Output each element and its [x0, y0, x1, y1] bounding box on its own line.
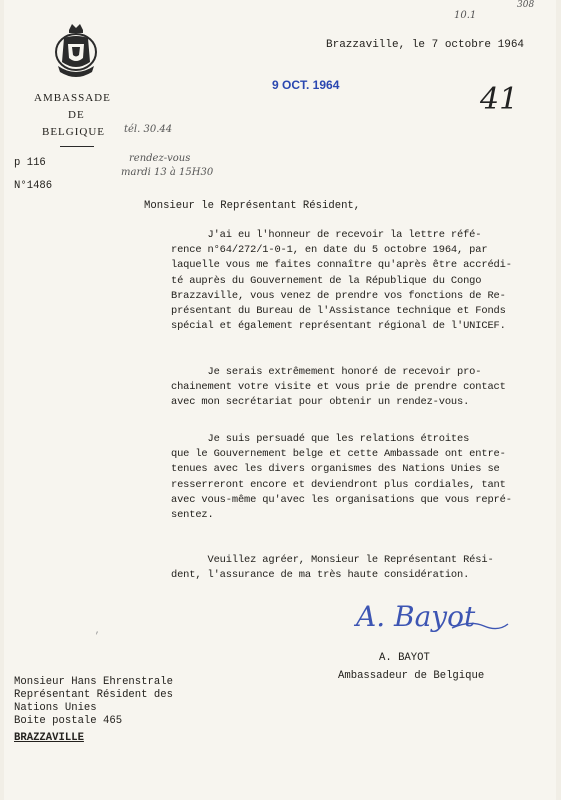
signature-flourish [450, 618, 510, 634]
paper-mark: ’ [94, 632, 101, 643]
letter-paragraph-3: Je suis persuadé que les relations étroites que le Gouvernement belge et cette Ambassade ont entre- tenues avec les divers organismes des Nations Unies se resserreront encore et deviendront plus cordiales, tant avec vous-même qu'avec les organisations que vous repré- sentez. [171, 433, 512, 522]
letter-paragraph-1: J'ai eu l'honneur de recevoir la lettre réfé- rence n°64/272/1-0-1, en date du 5 octobre 1964, par laquelle vous me faites connaître qu'après être accrédi- té auprès du Gouvernement de la République du Congo Brazzaville, vous venez de prendre vos fonctions de Re- présentant du Bureau de l'Assistance technique et Fonds spécial et également représentant régional de l'UNICEF. [171, 229, 512, 333]
handwritten-file-number: 41 [480, 82, 519, 117]
embassy-divider [60, 146, 94, 147]
received-date-stamp: 9 OCT. 1964 [272, 78, 340, 92]
salutation: Monsieur le Représentant Résident, [144, 200, 361, 212]
coat-of-arms-emblem [52, 22, 100, 84]
embassy-name-line2: DE [68, 109, 85, 121]
addressee-city: BRAZZAVILLE [14, 732, 84, 744]
letter-paragraph-4: Veuillez agréer, Monsieur le Représentant Rési- dent, l'assurance de ma très haute considération. [171, 554, 494, 582]
document-number: N°1486 [14, 180, 53, 192]
embassy-name-line1: AMBASSADE [34, 92, 111, 104]
page-reference: p 116 [14, 157, 46, 169]
letter-page [4, 0, 556, 800]
handwritten-phone-note: tél. 30.44 [124, 124, 173, 135]
embassy-name-line3: BELGIQUE [42, 126, 105, 138]
place-and-date: Brazzaville, le 7 octobre 1964 [326, 39, 525, 51]
handwritten-appointment-note-line2: mardi 13 à 15H30 [121, 167, 214, 178]
reference-annotation-corner: 308 [517, 0, 535, 10]
addressee-line-2: Représentant Résident des [14, 689, 173, 701]
handwritten-appointment-note-line1: rendez-vous [129, 153, 191, 164]
reference-annotation: 10.1 [454, 10, 477, 21]
addressee-line-3: Nations Unies [14, 702, 97, 714]
signatory-name: A. BAYOT [379, 652, 430, 664]
handwritten-signature: A. Bayot [356, 600, 476, 633]
addressee-line-4: Boite postale 465 [14, 715, 123, 727]
letter-paragraph-2: Je serais extrêmement honoré de recevoir pro- chainement votre visite et vous prie de prendre contact avec mon secrétariat pour obtenir un rendez-vous. [171, 366, 506, 409]
addressee-line-1: Monsieur Hans Ehrenstrale [14, 676, 173, 688]
signatory-title: Ambassadeur de Belgique [338, 670, 485, 682]
